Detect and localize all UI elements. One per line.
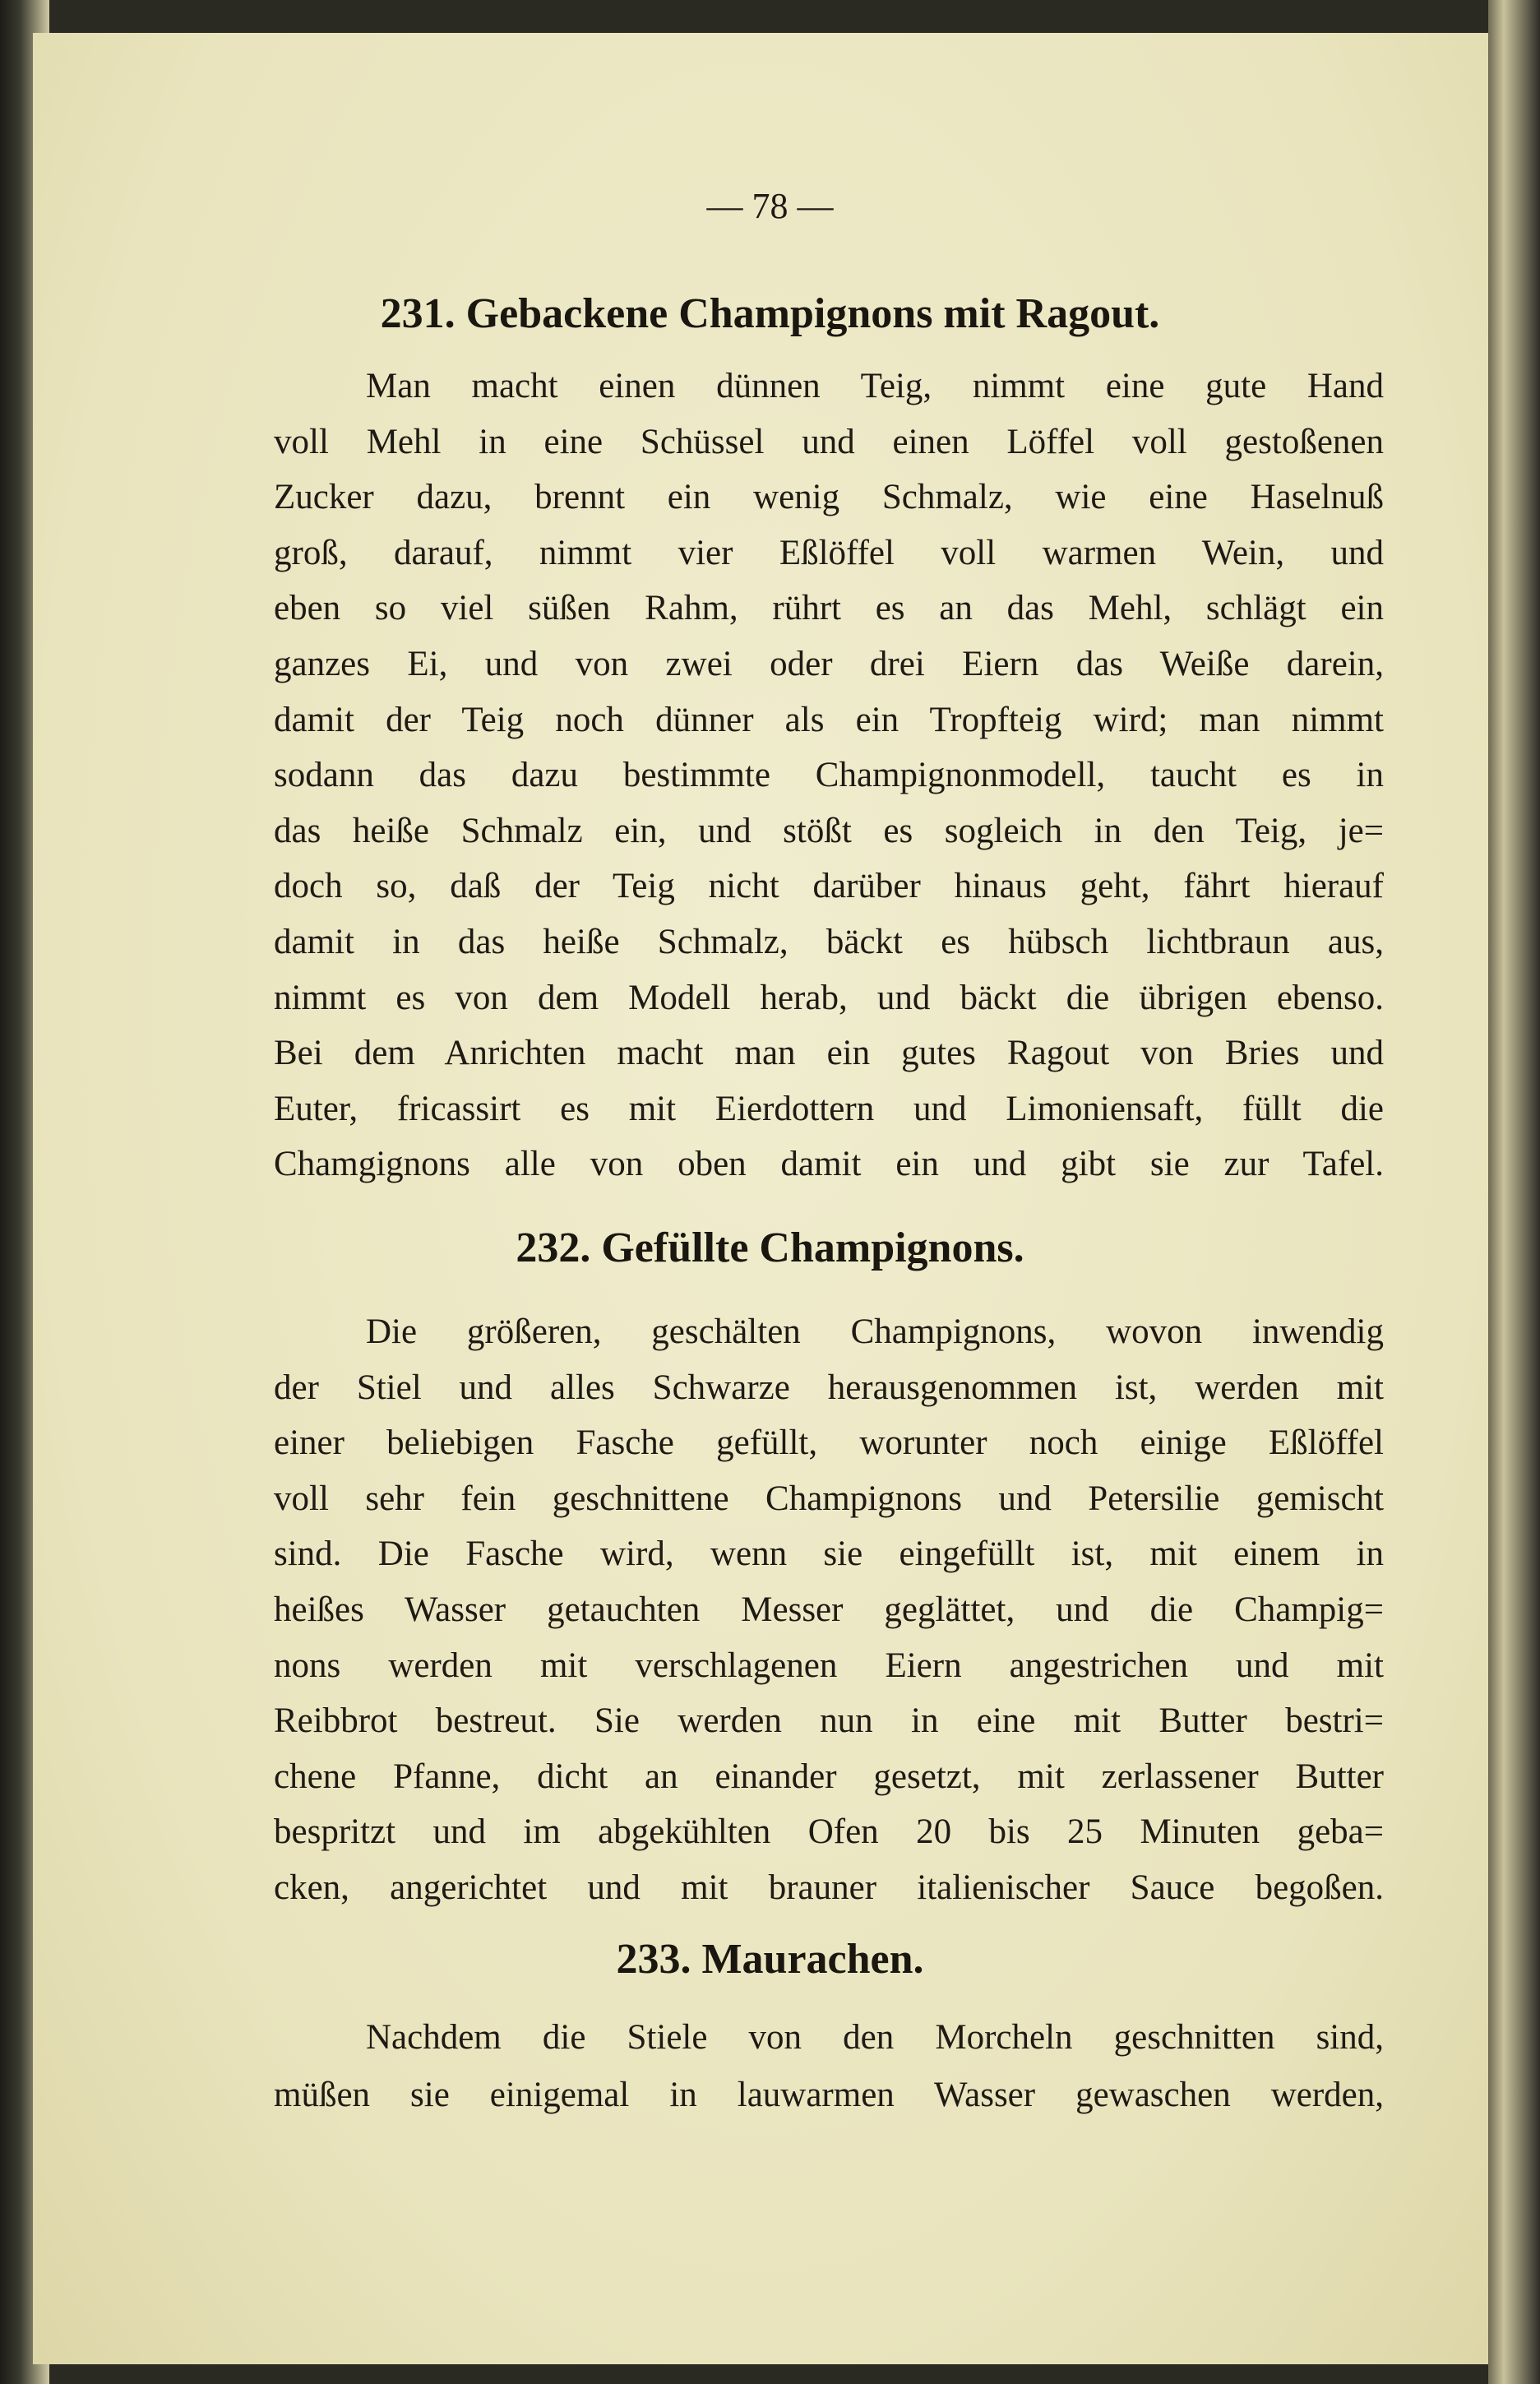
text-line: voll Mehl in eine Schüssel und einen Löffel voll gestoßenen	[274, 422, 1384, 461]
text-line: cken, angerichtet und mit brauner italienischer Sauce begoßen.	[274, 1868, 1384, 1907]
text-line: Euter, fricassirt es mit Eierdottern und Limoniensaft, füllt die	[274, 1089, 1384, 1128]
text-line: Man macht einen dünnen Teig, nimmt eine gute Hand	[366, 367, 1384, 405]
text-line: Die größeren, geschälten Champignons, wovon inwendig	[366, 1312, 1384, 1351]
text-line: voll sehr fein geschnittene Champignons und Petersilie gemischt	[274, 1479, 1384, 1518]
next-page-edge	[1488, 0, 1540, 2384]
text-line: sodann das dazu bestimmte Champignonmodell, taucht es in	[274, 756, 1384, 795]
text-line: damit in das heiße Schmalz, bäckt es hübsch lichtbraun aus,	[274, 923, 1384, 961]
text-line: heißes Wasser getauchten Messer geglättet, und die Champig=	[274, 1590, 1384, 1629]
section-heading: 231. Gebackene Champignons mit Ragout.	[380, 290, 1160, 337]
section-heading: 232. Gefüllte Champignons.	[516, 1224, 1024, 1271]
text-line: das heiße Schmalz ein, und stößt es sogleich in den Teig, je=	[274, 811, 1384, 850]
text-line: sind. Die Fasche wird, wenn sie eingefüllt ist, mit einem in	[274, 1535, 1384, 1574]
text-line: Chamgignons alle von oben damit ein und gibt sie zur Tafel.	[274, 1145, 1384, 1184]
text-line: Zucker dazu, brennt ein wenig Schmalz, wie eine Haselnuß	[274, 478, 1384, 517]
text-line: damit der Teig noch dünner als ein Tropfteig wird; man nimmt	[274, 700, 1384, 739]
section-heading: 233. Maurachen.	[616, 1936, 924, 1983]
text-line: eben so viel süßen Rahm, rührt es an das Mehl, schlägt ein	[274, 589, 1384, 628]
text-line: nons werden mit verschlagenen Eiern angestrichen und mit	[274, 1646, 1384, 1685]
text-line: müßen sie einigemal in lauwarmen Wasser gewaschen werden,	[274, 2076, 1384, 2114]
text-line: einer beliebigen Fasche gefüllt, worunter noch einige Eßlöffel	[274, 1423, 1384, 1463]
text-line: groß, darauf, nimmt vier Eßlöffel voll warmen Wein, und	[274, 533, 1384, 572]
text-line: der Stiel und alles Schwarze herausgenommen ist, werden mit	[274, 1368, 1384, 1407]
text-line: Nachdem die Stiele von den Morcheln geschnitten sind,	[366, 2018, 1384, 2057]
text-line: bespritzt und im abgekühlten Ofen 20 bis 25 Minuten geba=	[274, 1812, 1384, 1852]
text-line: doch so, daß der Teig nicht darüber hinaus geht, fährt hierauf	[274, 867, 1384, 906]
text-line: ganzes Ei, und von zwei oder drei Eiern das Weiße darein,	[274, 645, 1384, 683]
text-line: Reibbrot bestreut. Sie werden nun in eine mit Butter bestri=	[274, 1701, 1384, 1741]
text-line: chene Pfanne, dicht an einander gesetzt, mit zerlassener Butter	[274, 1757, 1384, 1796]
text-line: Bei dem Anrichten macht man ein gutes Ragout von Bries und	[274, 1034, 1384, 1073]
page-number: — 78 —	[706, 186, 834, 226]
text-line: nimmt es von dem Modell herab, und bäckt die übrigen ebenso.	[274, 978, 1384, 1017]
